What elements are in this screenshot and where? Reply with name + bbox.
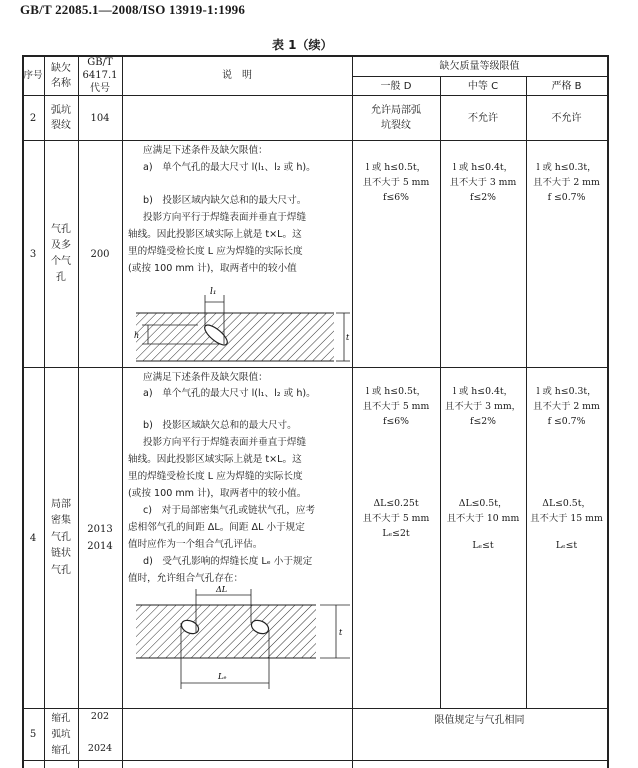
document-standard-number: GB/T 22085.1—2008/ISO 13919-1:1996 xyxy=(20,2,246,17)
desc-line: 值时，允许组合气孔存在： xyxy=(128,573,244,584)
weld-section-hatch xyxy=(136,605,316,658)
row-divider xyxy=(22,708,608,709)
limit-line: Lₑ≤2t xyxy=(382,528,410,539)
desc-line: b) 投影区域缺欠总和的最大尺寸。 xyxy=(143,420,297,431)
limit-line: Lₑ≤t xyxy=(472,540,494,551)
desc-line: 里的焊缝受检长度 L 应为焊缝的实际长度 xyxy=(128,246,303,257)
row-code-line: 2013 xyxy=(87,524,113,535)
row-defect-name xyxy=(44,709,78,760)
row-defect-name-line: 及多 xyxy=(51,240,71,251)
desc-line: a) 单个气孔的最大尺寸 l(l₁、l₂ 或 h)。 xyxy=(143,162,316,173)
limit-level-c: 不允许 xyxy=(468,112,498,124)
row-defect-name-line: 气孔 xyxy=(51,531,71,543)
row-defect-name xyxy=(44,141,78,367)
header-code-line3: 代号 xyxy=(90,83,110,94)
row-defect-name-line: 孔 xyxy=(56,272,66,283)
limit-line: 且不大于 2 mm xyxy=(533,401,600,412)
clustered-pores-figure xyxy=(130,583,350,693)
row-defect-name-line: 局部 xyxy=(51,498,71,510)
header-code-line1: GB/T xyxy=(87,57,113,68)
limit-line: f ≤0.7% xyxy=(547,192,586,203)
desc-line: 值时应作为一个组合气孔评估。 xyxy=(128,539,263,550)
row-code-line: 202 xyxy=(90,711,110,722)
row-defect-name-line: 弧坑 xyxy=(51,105,71,116)
row-code-line: 2024 xyxy=(87,743,113,754)
limit-line: f ≤0.7% xyxy=(547,416,586,427)
single-pore-figure xyxy=(130,280,350,365)
row-defect-name-line: 裂纹 xyxy=(51,120,71,131)
limit-line: 且不大于 5 mm xyxy=(362,401,430,412)
label-le: Lₑ xyxy=(218,672,227,681)
desc-line: (或按 100 mm 计)，取两者中的较小值。 xyxy=(128,488,307,499)
label-t: t xyxy=(346,333,350,342)
limit-level-d xyxy=(352,160,440,205)
row-seq: 5 xyxy=(29,729,37,740)
limit-line: Lₑ≤t xyxy=(555,540,578,551)
limit-line: f≤6% xyxy=(383,192,409,203)
header-defect-name-line2: 名称 xyxy=(51,77,71,89)
table-right-border xyxy=(607,55,609,768)
header-seq: 序号 xyxy=(23,70,43,81)
row-code: 104 xyxy=(90,112,110,124)
limit-line: 允许局部弧 xyxy=(371,105,421,116)
limit-level-b xyxy=(526,160,607,205)
limit-level-b: 不允许 xyxy=(551,112,582,124)
header-level-d: 一般 D xyxy=(380,80,412,92)
limit-level-d xyxy=(352,96,440,140)
row-defect-name-line: 弧坑 xyxy=(51,728,71,740)
limit-line: l 或 h≤0.4t， xyxy=(453,162,513,173)
header-level-c: 中等 C xyxy=(467,80,499,92)
limit-line: l 或 h≤0.3t， xyxy=(536,386,597,397)
row-code: 200 xyxy=(90,248,110,260)
limit-line: ΔL≤0.25t xyxy=(373,498,419,509)
desc-line: 应满足下述条件及缺欠限值： xyxy=(143,145,268,156)
limit-line: 坑裂纹 xyxy=(381,120,411,131)
row-seq: 3 xyxy=(29,248,37,260)
limit-level-c-spacing xyxy=(440,496,526,553)
row-defect-name-line: 缩孔 xyxy=(51,744,71,756)
desc-line: 投影方向平行于焊缝表面并垂直于焊缝 xyxy=(143,212,307,223)
desc-line: 轴线。因此投影区域实际上就是 t×L。这 xyxy=(128,454,302,465)
row-code-line: 2014 xyxy=(87,541,113,552)
desc-line: 虑相邻气孔的间距 ΔL。间距 ΔL 小于规定 xyxy=(128,522,305,533)
label-l1: l₁ xyxy=(210,287,217,297)
limit-level-d-spacing xyxy=(352,496,440,541)
row-code xyxy=(78,368,122,708)
limit-level-b xyxy=(526,384,607,429)
limit-line: f≤2% xyxy=(470,416,496,427)
row-defect-name-line: 气孔 xyxy=(51,224,71,235)
row-seq: 4 xyxy=(29,532,37,544)
weld-section-hatch xyxy=(136,313,334,361)
limit-line: 且不大于 3 mm， xyxy=(445,401,521,412)
desc-line: d) 受气孔影响的焊缝长度 Lₑ 小于规定 xyxy=(143,556,313,567)
limit-line: l 或 h≤0.5t， xyxy=(366,162,426,173)
limit-line: l 或 h≤0.3t， xyxy=(536,162,597,173)
limit-line: l 或 h≤0.4t， xyxy=(453,386,513,397)
desc-line: a) 单个气孔的最大尺寸 l(l₁、l₂ 或 h)。 xyxy=(143,388,316,399)
limit-line: ΔL≤0.5t， xyxy=(542,498,591,509)
desc-line: 里的焊缝受检长度 L 应为焊缝的实际长度 xyxy=(128,471,303,482)
row-defect-name-line: 密集 xyxy=(51,515,71,527)
limit-line: 且不大于 15 mm xyxy=(530,513,603,524)
limit-line: 且不大于 5 mm xyxy=(362,513,430,524)
limit-line: f≤2% xyxy=(470,192,496,203)
limit-line: 且不大于 5 mm xyxy=(362,177,430,188)
limit-level-c xyxy=(440,384,526,429)
limit-line: 且不大于 2 mm xyxy=(533,177,600,188)
row-defect-name xyxy=(44,368,78,708)
limit-line: f≤6% xyxy=(383,416,409,427)
desc-line: (或按 100 mm 计)，取两者中的较小值 xyxy=(128,263,297,274)
limit-level-c xyxy=(440,160,526,205)
limit-same-as-porosity: 限值规定与气孔相同 xyxy=(434,715,525,726)
desc-line: 应满足下述条件及缺欠限值： xyxy=(143,372,268,383)
label-delta-l: ΔL xyxy=(216,585,228,594)
label-t: t xyxy=(339,628,343,637)
limit-line: ΔL≤0.5t， xyxy=(458,498,508,509)
row-divider xyxy=(22,760,608,761)
desc-line: b) 投影区域内缺欠总和的最大尺寸。 xyxy=(143,195,307,206)
row-defect-name-line: 链状 xyxy=(51,548,71,560)
table-caption: 表 1（续） xyxy=(272,38,333,52)
row-defect-name-line: 气孔 xyxy=(51,564,71,576)
limit-level-b-spacing xyxy=(526,496,607,553)
col-divider xyxy=(122,55,123,768)
header-level-b: 严格 B xyxy=(551,80,582,92)
label-h: h xyxy=(134,331,140,340)
header-defect-name xyxy=(44,56,78,95)
header-quality-levels: 缺欠质量等级限值 xyxy=(439,60,520,72)
row-defect-name-line: 个气 xyxy=(51,256,71,267)
header-code xyxy=(78,56,122,95)
limit-level-d xyxy=(352,384,440,429)
desc-line: 轴线。因此投影区域实际上就是 t×L。这 xyxy=(128,229,302,240)
row-defect-name-line: 缩孔 xyxy=(51,712,71,724)
desc-line: c) 对于局部密集气孔或链状气孔，应考 xyxy=(143,505,316,516)
desc-line: 投影方向平行于焊缝表面并垂直于焊缝 xyxy=(143,437,307,448)
row-seq: 2 xyxy=(29,112,37,124)
header-defect-name-line1: 缺欠 xyxy=(51,62,71,74)
limit-line: l 或 h≤0.5t， xyxy=(366,386,426,397)
row-defect-name xyxy=(44,96,78,140)
header-description: 说 明 xyxy=(222,70,252,81)
limit-line: 且不大于 10 mm xyxy=(446,513,520,524)
limit-line: 且不大于 3 mm xyxy=(449,177,517,188)
header-code-line2: 6417.1 xyxy=(82,70,118,81)
